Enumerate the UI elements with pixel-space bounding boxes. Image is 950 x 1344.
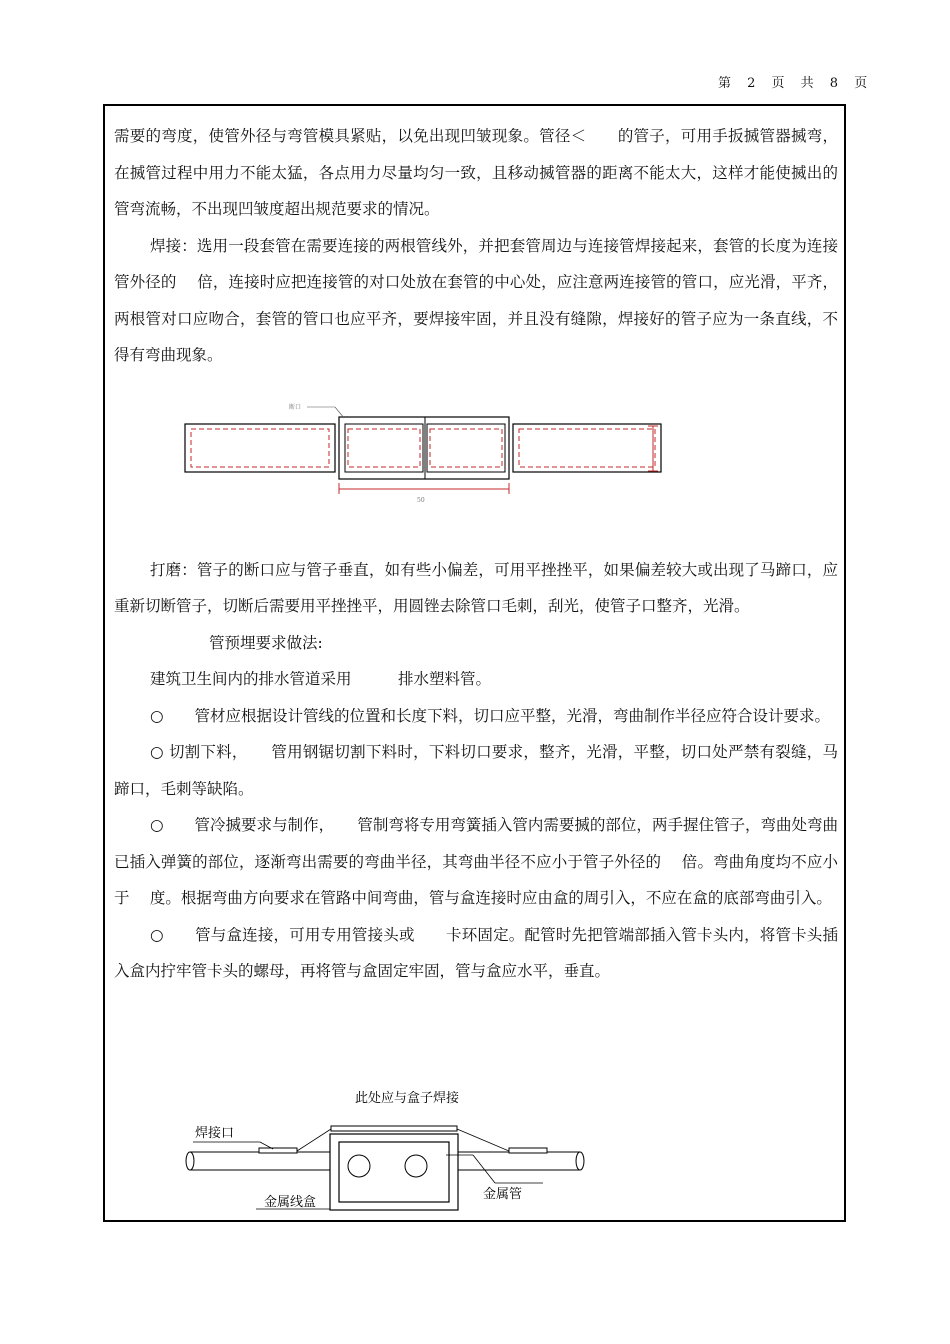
- label-weld-to-box: 此处应与盒子焊接: [355, 1091, 460, 1106]
- right-pipe: [513, 424, 661, 472]
- section-heading-pipe-embedding: 管预埋要求做法:: [209, 633, 323, 652]
- sleeve: [339, 417, 509, 479]
- metal-junction-box: [330, 1126, 458, 1210]
- page-number: 第 2 页 共 8 页: [718, 76, 874, 91]
- paragraph-cutting-material: ○ 管材应根据设计管线的位置和长度下料，切口应平整，光滑，弯曲制作半径应符合设计要求。: [150, 706, 831, 725]
- left-pipe: [185, 424, 335, 472]
- figure1-tag-label: 断口: [289, 404, 302, 411]
- paragraph-welding: 焊接：选用一段套管在需要连接的两根管线外，并把套管周边与连接管焊接起来，套管的长度为连接管外径的 倍，连接时应把连接管的对口处放在套管的中心处，应注意两连接管的管口，应光滑，平齐，两根管对口应吻合，套管的管口也应平齐，要焊接牢固，并且没有缝隙，焊接好的管子应为一条直线，不得有弯曲现象。: [114, 236, 838, 364]
- paragraph-pipe-box-connection: ○ 管与盒连接，可用专用管接头或 卡环固定。配管时先把管端部插入管卡头内，将管卡头插入盒内拧牢管卡头的螺母，再将管与盒固定牢固，管与盒应水平，垂直。: [114, 925, 838, 980]
- paragraph-saw-cutting: ○ 切割下料， 管用钢锯切割下料时，下料切口要求，整齐，光滑，平整，切口处严禁有裂缝，马蹄口，毛刺等缺陷。: [114, 743, 838, 798]
- document-body: [114, 106, 838, 990]
- paragraph-bending: 需要的弯度，使管外径与弯管模具紧贴，以免出现凹皱现象。管径＜ 的管子，可用手扳搣管器搣弯，在搣管过程中用力不能太猛，各点用力尽量均匀一致，且移动搣管器的距离不能太大，这样才能使搣出的管弯流畅，不出现凹皱度超出规范要求的情况。: [114, 127, 838, 218]
- label-weld-joint: 焊接口: [195, 1126, 235, 1141]
- document-frame: [103, 104, 846, 1222]
- paragraph-cold-bending: ○ 管冷搣要求与制作， 管制弯将专用弯簧插入管内需要搣的部位，两手握住管子，弯曲处弯曲已插入弹簧的部位，逐渐弯出需要的弯曲半径，其弯曲半径不应小于管子外径的 倍。弯曲角度均不应小于 度。根据弯曲方向要求在管路中间弯曲，管与盒连接时应由盒的周引入，不应在盒的底部弯曲引入。: [114, 816, 838, 907]
- paragraph-drainage: 建筑卫生间内的排水管道采用 排水塑料管。: [150, 670, 492, 688]
- sleeve-weld-diagram: [177, 396, 697, 531]
- label-metal-pipe: 金属管: [483, 1187, 523, 1202]
- figure1-dimension-label: 50: [417, 497, 425, 504]
- paragraph-grinding: 打磨：管子的断口应与管子垂直，如有些小偏差，可用平挫挫平，如果偏差较大或出现了马蹄口，应重新切断管子，切断后需要用平挫挫平，用圆锉去除管口毛刺，刮光，使管子口整齐，光滑。: [114, 560, 838, 615]
- metal-box-diagram: [163, 1082, 603, 1212]
- label-metal-box: 金属线盒: [264, 1195, 317, 1210]
